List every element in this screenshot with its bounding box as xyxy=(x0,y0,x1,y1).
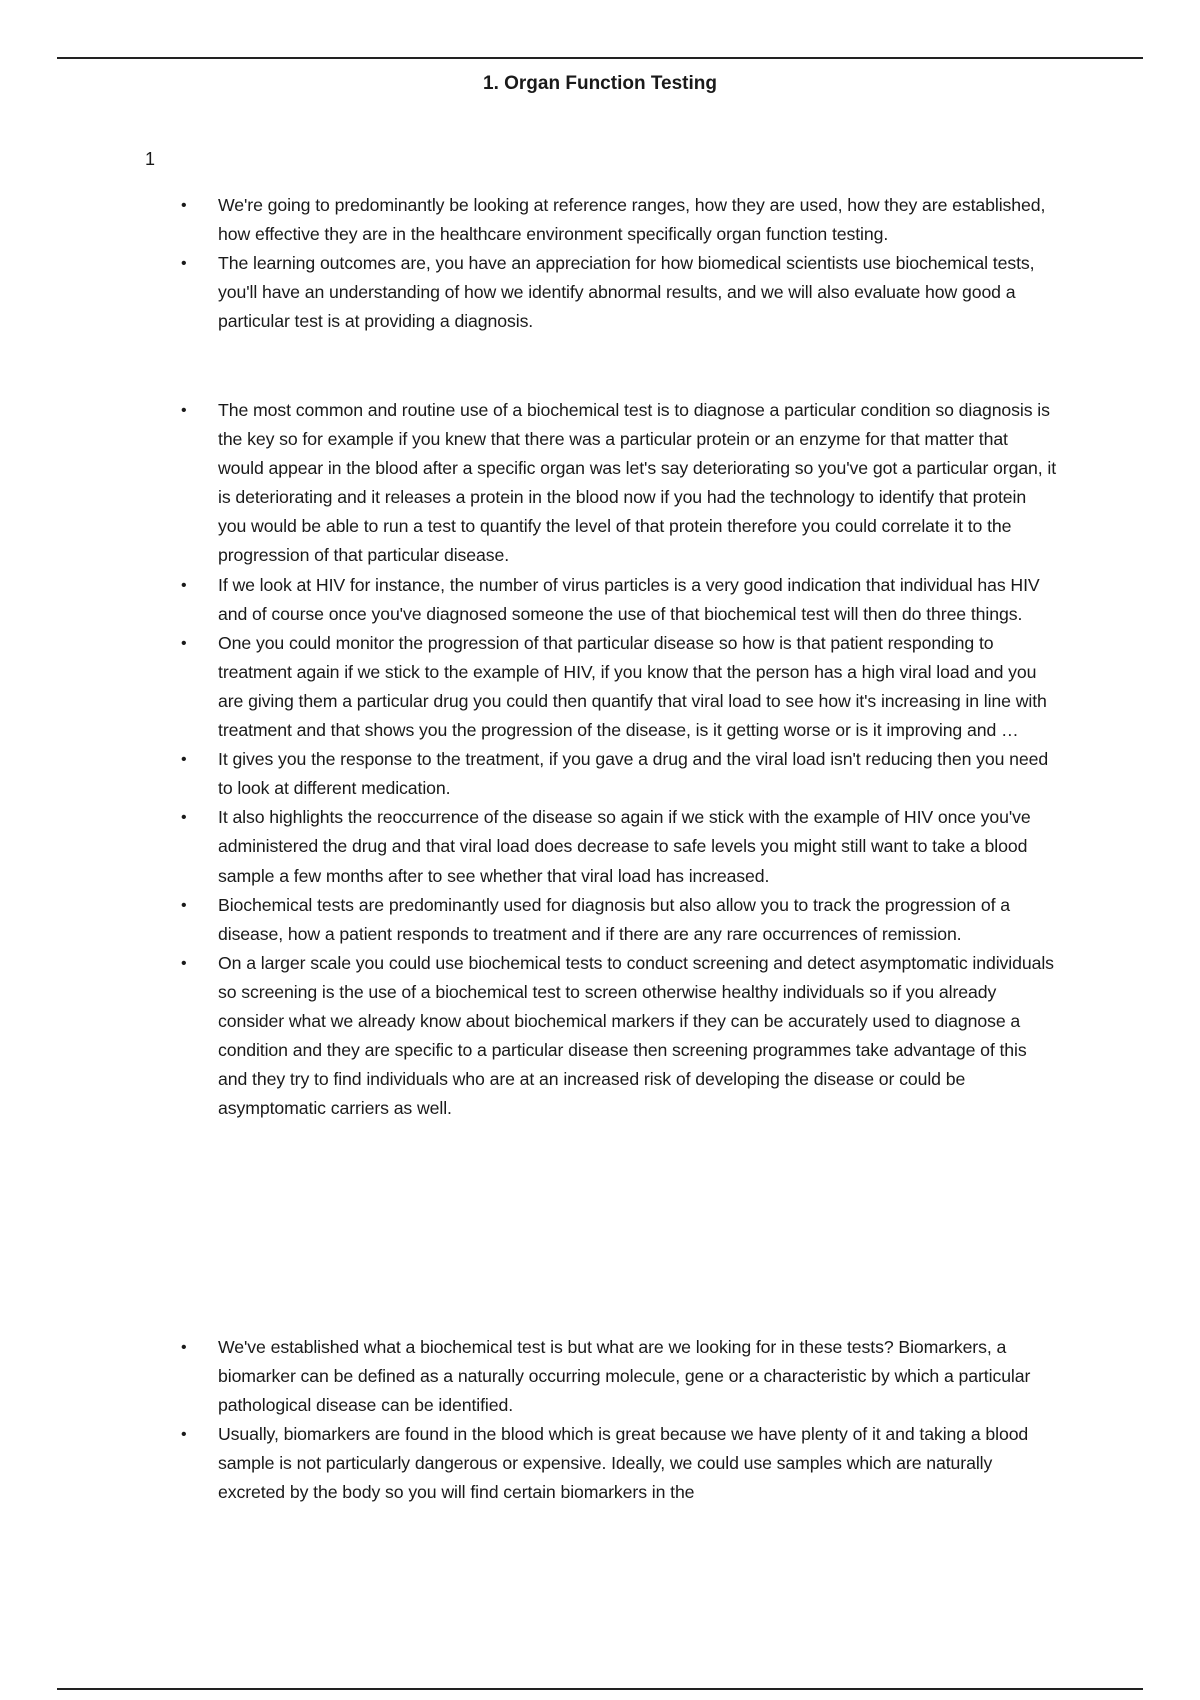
list-item-text: Biochemical tests are predominantly used for diagnosis but also allow you to track the progression of a disease, how a patient responds to treatment and if there are any rare occurrences of remission. xyxy=(218,894,1010,944)
bullet-icon: • xyxy=(181,809,187,827)
list-item-text: The most common and routine use of a biochemical test is to diagnose a particular condition so diagnosis is the key so for example if you knew that there was a particular protein or an enzyme for that matter that would appear in the blood after a specific organ was let's say deteriorating so you've got a particular organ, it is deteriorating and it releases a protein in the blood now if you had the technology to identify that protein you would be able to run a test to quantify the level of that protein therefore you could correlate it to the progression of that particular disease. xyxy=(218,400,1057,566)
list-item-text: We're going to predominantly be looking at reference ranges, how they are used, how they are established, how effective they are in the healthcare environment specifically organ function testing. xyxy=(218,195,1046,245)
bullet-icon: • xyxy=(181,896,187,914)
list-item xyxy=(178,1333,1058,1420)
header-rule xyxy=(57,57,1143,59)
bullet-icon: • xyxy=(181,1339,187,1356)
bullet-list-biomarkers xyxy=(178,1333,1058,1508)
footer-rule xyxy=(57,1688,1143,1690)
list-item xyxy=(178,891,1058,949)
bullet-list-intro xyxy=(178,191,1058,336)
document-title: 1. Organ Function Testing xyxy=(483,73,717,94)
bullet-list-uses xyxy=(178,396,1058,1123)
list-item-text: The learning outcomes are, you have an appreciation for how biomedical scientists use biochemical tests, you'll have an understanding of how we identify abnormal results, and we will also evaluate how good a particular test is at providing a diagnosis. xyxy=(218,253,1035,332)
list-item xyxy=(178,803,1058,890)
list-item-text: We've established what a biochemical test is but what are we looking for in these tests? Biomarkers, a biomarker can be defined as a naturally occurring molecule, gene or a characteristic by which a particular pathological disease can be identified. xyxy=(218,1337,1031,1416)
list-item xyxy=(178,396,1058,571)
bullet-icon: • xyxy=(181,751,187,769)
bullet-icon: • xyxy=(181,954,187,972)
list-item xyxy=(178,249,1058,336)
list-item xyxy=(178,745,1058,803)
bullet-icon: • xyxy=(181,402,187,419)
bullet-icon: • xyxy=(181,1426,187,1444)
page-number: 1 xyxy=(145,149,156,169)
list-item xyxy=(178,191,1058,249)
list-item-text: On a larger scale you could use biochemical tests to conduct screening and detect asymptomatic individuals so screening is the use of a biochemical test to screen otherwise healthy individuals so if you already consider what we already know about biochemical markers if they can be accurately used to diagnose a condition and they are specific to a particular disease then screening programmes take advantage of this and they try to find individuals who are at an increased risk of developing the disease or could be asymptomatic carriers as well. xyxy=(218,952,1054,1119)
bullet-icon: • xyxy=(181,576,187,594)
list-item xyxy=(178,949,1058,1124)
list-item xyxy=(178,571,1058,629)
bullet-icon: • xyxy=(181,634,187,652)
bullet-icon: • xyxy=(181,197,187,214)
list-item xyxy=(178,629,1058,745)
list-item-text: One you could monitor the progression of that particular disease so how is that patient responding to treatment again if we stick to the example of HIV, if you know that the person has a high viral load and you are giving them a particular drug you could then quantify that viral load to see how it's increasing in line with treatment and that shows you the progression of the disease, is it getting worse or is it improving and … xyxy=(218,632,1047,741)
list-item-text: Usually, biomarkers are found in the blood which is great because we have plenty of it and taking a blood sample is not particularly dangerous or expensive. Ideally, we could use samples which are naturally excreted by the body so you will find certain biomarkers in the xyxy=(218,1424,1029,1503)
list-item-text: If we look at HIV for instance, the number of virus particles is a very good indication that individual has HIV and of course once you've diagnosed someone the use of that biochemical test will then do three things. xyxy=(218,574,1040,624)
list-item-text: It also highlights the reoccurrence of the disease so again if we stick with the example of HIV once you've administered the drug and that viral load does decrease to safe levels you might still want to take a blood sample a few months after to see whether that viral load has increased. xyxy=(218,807,1031,886)
bullet-icon: • xyxy=(181,255,187,273)
list-item xyxy=(178,1420,1058,1507)
list-item-text: It gives you the response to the treatment, if you gave a drug and the viral load isn't reducing then you need to look at different medication. xyxy=(218,749,1049,799)
